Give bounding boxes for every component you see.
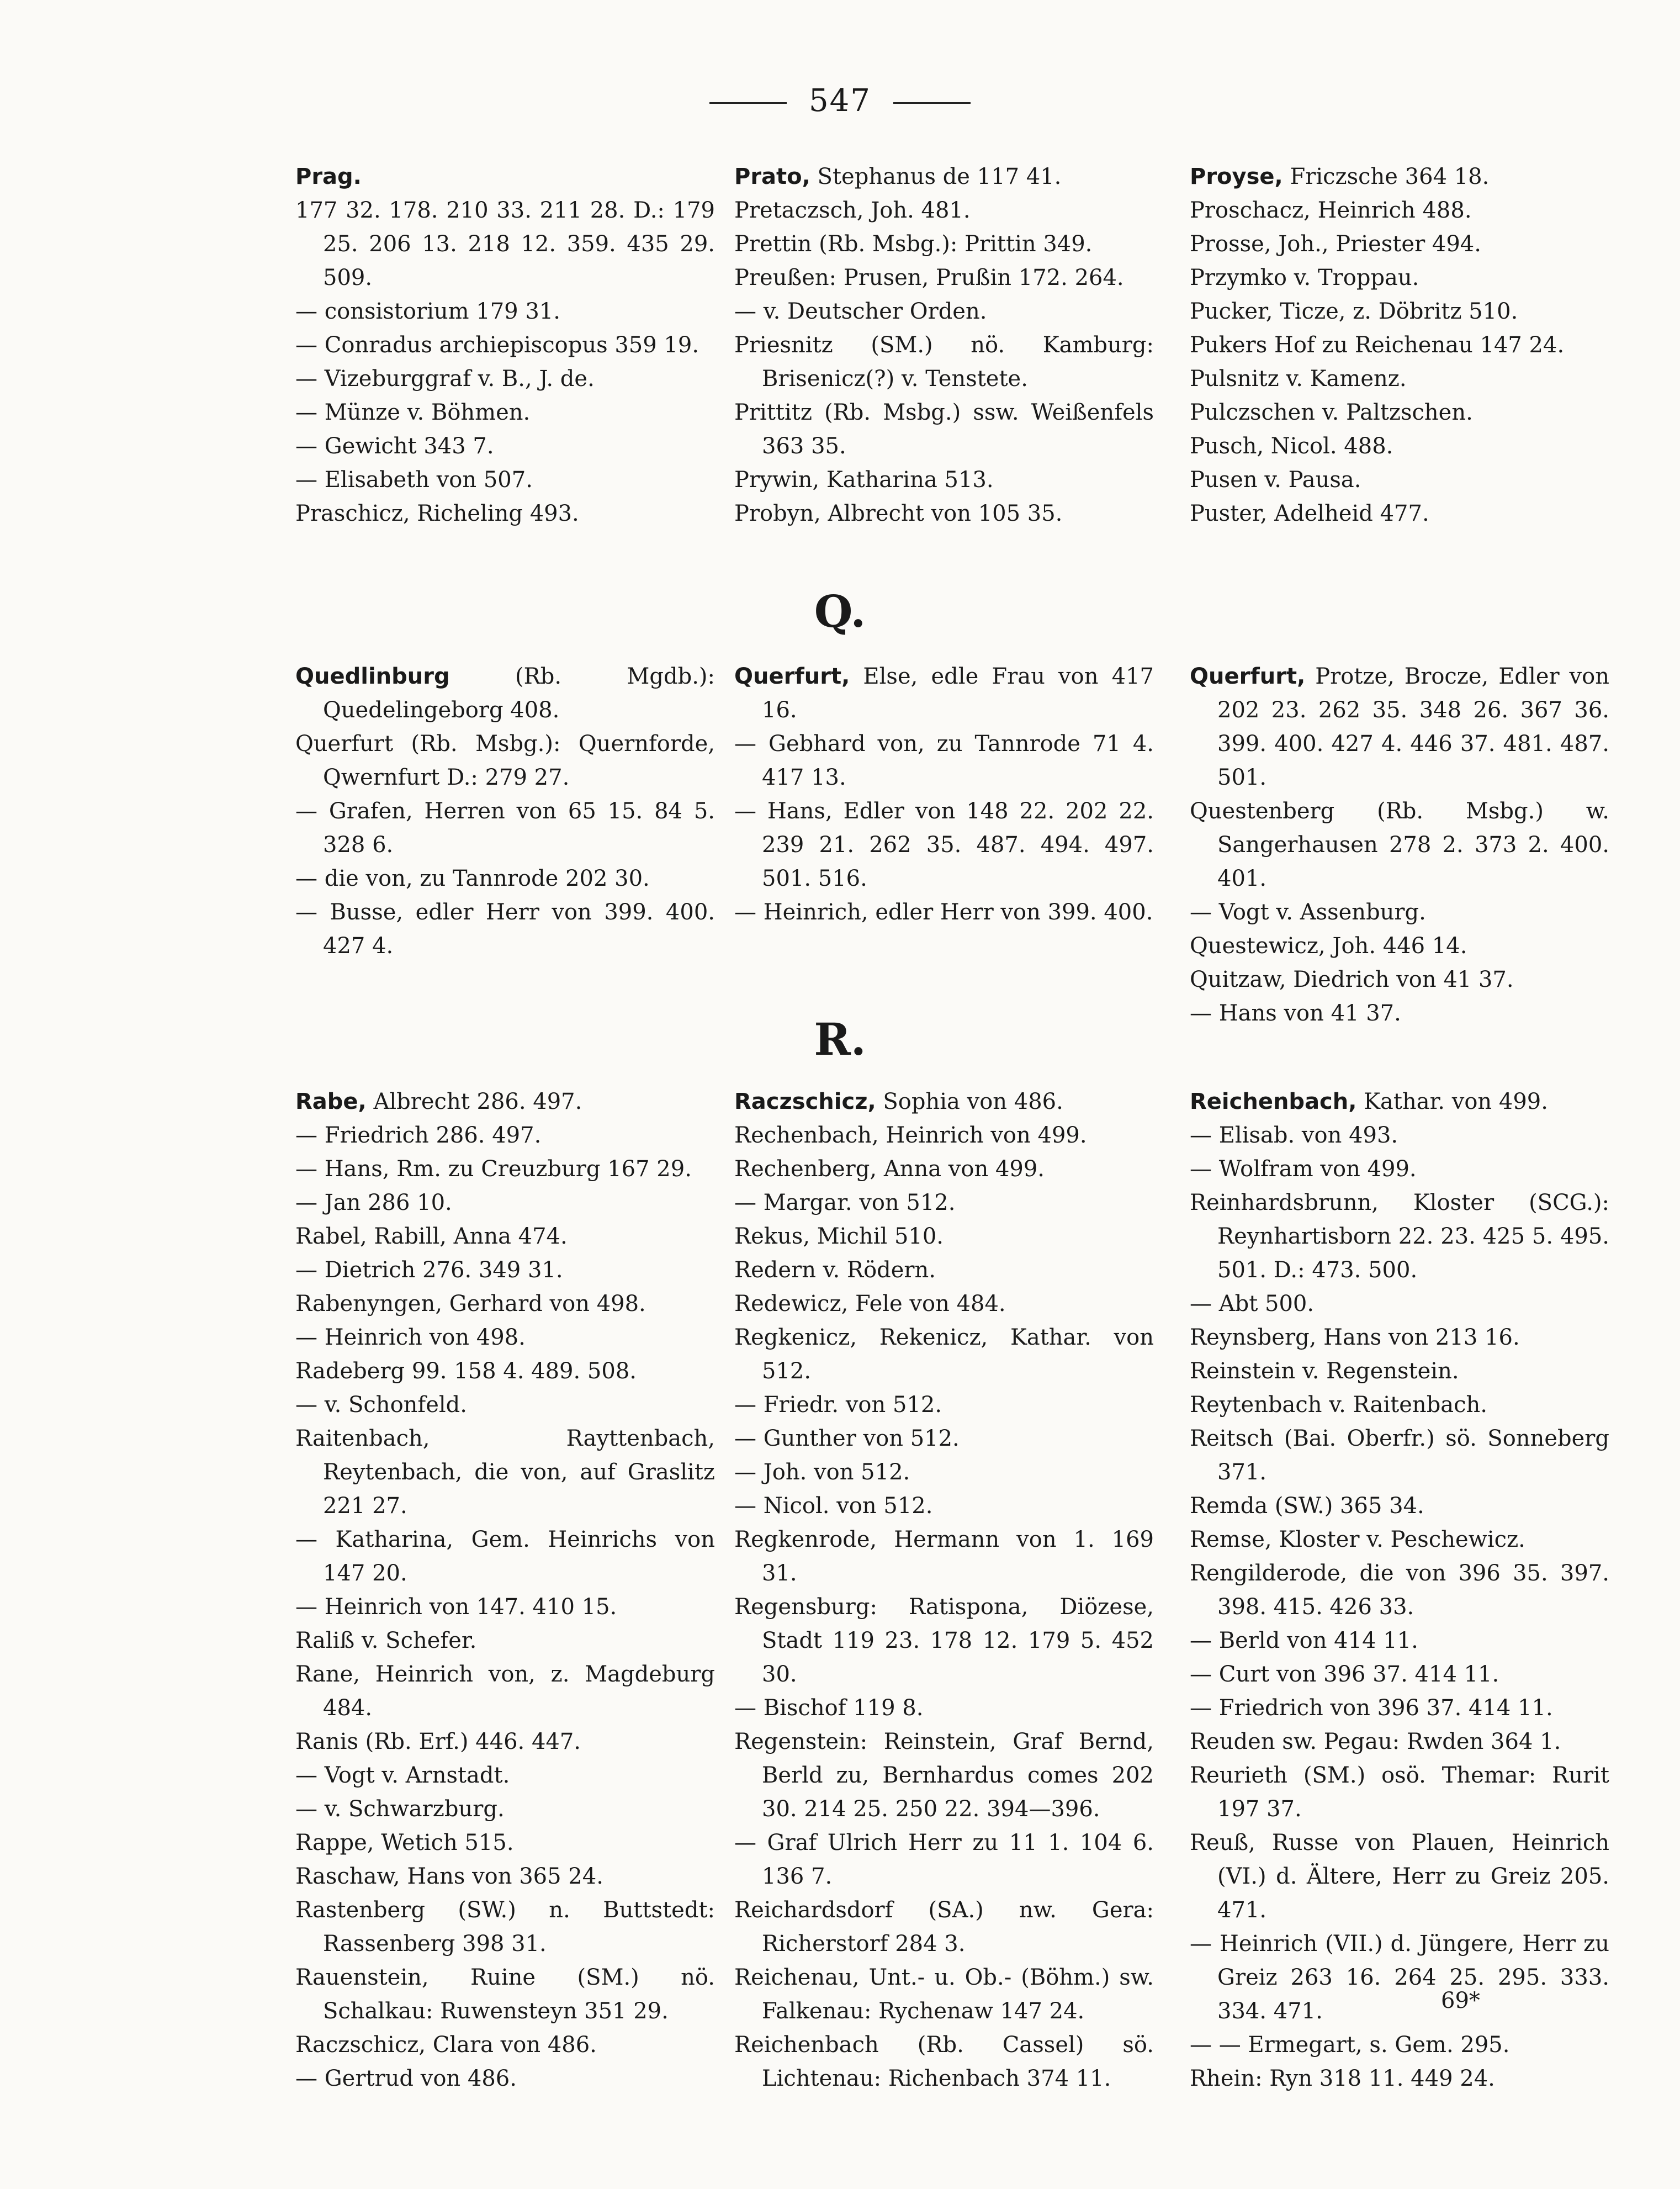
index-entry: Proschacz, Heinrich 488. <box>1190 198 1472 223</box>
index-entry: Ranis (Rb. Erf.) 446. 447. <box>295 1729 581 1754</box>
signature-mark: 69* <box>1441 1988 1480 2013</box>
index-entry: Rechenberg, Anna von 499. <box>734 1156 1045 1182</box>
index-entry: Pretaczsch, Joh. 481. <box>734 198 971 223</box>
index-entry: Reinhardsbrunn, Kloster (SCG.): Reynhartisborn 22. 23. 425 5. 495. 501. D.: 473. 500. <box>1190 1190 1609 1283</box>
index-entry: Reuß, Russe von Plauen, Heinrich (VI.) d. Ältere, Herr zu Greiz 205. 471. <box>1190 1830 1609 1923</box>
index-entry: Pulczschen v. Paltzschen. <box>1190 400 1473 425</box>
index-entry: — Joh. von 512. <box>734 1460 910 1485</box>
index-entry: Puster, Adelheid 477. <box>1190 501 1429 526</box>
entry-text: Kathar. von 499. <box>1356 1089 1548 1114</box>
index-entry: — Vogt v. Arnstadt. <box>295 1763 510 1788</box>
index-entry: — Abt 500. <box>1190 1291 1315 1316</box>
index-entry: — Hans, Edler von 148 22. 202 22. 239 21. 262 35. 487. 494. 497. 501. 516. <box>734 799 1154 891</box>
index-entry: — Friedr. von 512. <box>734 1392 942 1418</box>
index-entry: Raliß v. Schefer. <box>295 1628 477 1653</box>
index-entry: Pulsnitz v. Kamenz. <box>1190 366 1407 392</box>
index-entry: Raschaw, Hans von 365 24. <box>295 1864 603 1889</box>
entry-headword: Quedlinburg <box>295 664 450 689</box>
index-entry: — Curt von 396 37. 414 11. <box>1190 1662 1499 1687</box>
index-entry: — Gertrud von 486. <box>295 2066 517 2091</box>
index-entry: Reichardsdorf (SA.) nw. Gera: Richerstorf 284 3. <box>734 1897 1154 1957</box>
index-entry: — Friedrich 286. 497. <box>295 1123 542 1148</box>
index-entry: Querfurt (Rb. Msbg.): Quernforde, Qwernfurt D.: 279 27. <box>295 731 715 790</box>
index-entry: Radeberg 99. 158 4. 489. 508. <box>295 1358 637 1384</box>
index-entry: — — Ermegart, s. Gem. 295. <box>1190 2032 1510 2058</box>
index-entry: Rabel, Rabill, Anna 474. <box>295 1224 568 1249</box>
index-entry: — Grafen, Herren von 65 15. 84 5. 328 6. <box>295 799 715 858</box>
index-entry: — Gewicht 343 7. <box>295 433 494 459</box>
index-entry: — Gebhard von, zu Tannrode 71 4. 417 13. <box>734 731 1154 790</box>
index-entry: — Heinrich von 498. <box>295 1325 526 1350</box>
entry-headword: Prato, <box>734 164 810 189</box>
index-entry: Raitenbach, Rayttenbach, Reytenbach, die von, auf Graslitz 221 27. <box>295 1426 715 1519</box>
index-entry: Remse, Kloster v. Peschewicz. <box>1190 1527 1525 1552</box>
index-entry: Regkenrode, Hermann von 1. 169 31. <box>734 1527 1154 1586</box>
index-entry <box>295 660 715 727</box>
entry-text: Sophia von 486. <box>876 1089 1063 1114</box>
index-entry: Rane, Heinrich von, z. Magdeburg 484. <box>295 1662 715 1721</box>
index-entry: — die von, zu Tannrode 202 30. <box>295 866 650 891</box>
index-entry: Preußen: Prusen, Prußin 172. 264. <box>734 265 1124 290</box>
index-entry: Questenberg (Rb. Msbg.) w. Sangerhausen 278 2. 373 2. 400. 401. <box>1190 799 1609 891</box>
index-entry: — Münze v. Böhmen. <box>295 400 531 425</box>
index-entry: Quitzaw, Diedrich von 41 37. <box>1190 967 1514 992</box>
entry-headword: Raczschicz, <box>734 1089 876 1114</box>
index-entry: Reinstein v. Regenstein. <box>1190 1358 1459 1384</box>
index-entry: Reichenau, Unt.- u. Ob.- (Böhm.) sw. Falkenau: Rychenaw 147 24. <box>734 1965 1154 2024</box>
page-number: 547 <box>809 83 871 119</box>
index-entry: Reuden sw. Pegau: Rwden 364 1. <box>1190 1729 1561 1754</box>
index-entry: — v. Schwarzburg. <box>295 1796 505 1822</box>
index-entry: — Busse, edler Herr von 399. 400. 427 4. <box>295 900 715 959</box>
index-entry: Remda (SW.) 365 34. <box>1190 1493 1424 1519</box>
index-entry: — Jan 286 10. <box>295 1190 452 1215</box>
index-entry: Regkenicz, Rekenicz, Kathar. von 512. <box>734 1325 1154 1384</box>
index-entry: Reurieth (SM.) osö. Themar: Rurit 197 37. <box>1190 1763 1609 1822</box>
index-entry: — Hans von 41 37. <box>1190 1001 1401 1026</box>
index-entry: — Nicol. von 512. <box>734 1493 933 1519</box>
entry-text: Friczsche 364 18. <box>1282 164 1490 189</box>
index-entry <box>295 1085 715 1119</box>
index-entry: Pukers Hof zu Reichenau 147 24. <box>1190 332 1565 358</box>
index-entry: Redewicz, Fele von 484. <box>734 1291 1006 1316</box>
index-entry: Rekus, Michil 510. <box>734 1224 944 1249</box>
index-entry: — Dietrich 276. 349 31. <box>295 1257 563 1283</box>
index-entry: — Conradus archiepiscopus 359 19. <box>295 332 699 358</box>
index-entry: Rabenyngen, Gerhard von 498. <box>295 1291 646 1316</box>
section-letter-r: R. <box>814 1013 866 1065</box>
page-header <box>0 83 1680 119</box>
index-entry: — Vizeburggraf v. B., J. de. <box>295 366 595 392</box>
index-entry: Reynsberg, Hans von 213 16. <box>1190 1325 1520 1350</box>
index-entry: Rappe, Wetich 515. <box>295 1830 514 1855</box>
index-entry: Rastenberg (SW.) n. Buttstedt: Rassenberg 398 31. <box>295 1897 715 1957</box>
column-3 <box>1190 1085 1609 2096</box>
index-entry <box>734 160 1154 194</box>
column-3 <box>1190 660 1609 1030</box>
index-entry: — Vogt v. Assenburg. <box>1190 900 1426 925</box>
entry-text: (Rb. Mgdb.): Quedelingeborg 408. <box>323 664 715 723</box>
entry-headword: Reichenbach, <box>1190 1089 1357 1114</box>
column-1 <box>295 160 715 531</box>
index-entry: Prosse, Joh., Priester 494. <box>1190 231 1481 257</box>
index-entry: Praschicz, Richeling 493. <box>295 501 579 526</box>
entry-text: Stephanus de 117 41. <box>810 164 1062 189</box>
index-entry: Priesnitz (SM.) nö. Kamburg: Brisenicz(?) v. Tenstete. <box>734 332 1154 392</box>
index-entry: Reitsch (Bai. Oberfr.) sö. Sonneberg 371. <box>1190 1426 1609 1485</box>
index-entry: Redern v. Rödern. <box>734 1257 936 1283</box>
column-1 <box>295 660 715 963</box>
index-entry: — consistorium 179 31. <box>295 299 560 324</box>
column-2 <box>734 160 1154 531</box>
index-entry <box>1190 1085 1609 1119</box>
entry-headword: Proyse, <box>1190 164 1283 189</box>
index-entry: Prywin, Katharina 513. <box>734 467 994 493</box>
index-entry <box>1190 660 1609 795</box>
index-entry: 177 32. 178. 210 33. 211 28. D.: 179 25. 206 13. 218 12. 359. 435 29. 509. <box>295 198 715 290</box>
entry-text: Else, edle Frau von 417 16. <box>762 664 1154 723</box>
index-entry: — Hans, Rm. zu Creuzburg 167 29. <box>295 1156 692 1182</box>
entry-text: Protze, Brocze, Edler von 202 23. 262 35. 348 26. 367 36. 399. 400. 427 4. 446 37. 481. 487. 501. <box>1217 664 1609 790</box>
index-entry: Reytenbach v. Raitenbach. <box>1190 1392 1488 1418</box>
column-2 <box>734 660 1154 929</box>
index-entry: Regensburg: Ratispona, Diözese, Stadt 119 23. 178 12. 179 5. 452 30. <box>734 1594 1154 1687</box>
index-entry: Questewicz, Joh. 446 14. <box>1190 933 1467 959</box>
index-entry <box>734 1085 1154 1119</box>
index-entry <box>734 660 1154 727</box>
entry-text: Albrecht 286. 497. <box>366 1089 582 1114</box>
index-entry: Prettin (Rb. Msbg.): Prittin 349. <box>734 231 1093 257</box>
entry-headword: Querfurt, <box>734 664 850 689</box>
index-entry: — Friedrich von 396 37. 414 11. <box>1190 1695 1553 1721</box>
index-entry: Reichenbach (Rb. Cassel) sö. Lichtenau: Richenbach 374 11. <box>734 2032 1154 2091</box>
index-entry: — Graf Ulrich Herr zu 11 1. 104 6. 136 7. <box>734 1830 1154 1889</box>
index-entry: — Elisab. von 493. <box>1190 1123 1398 1148</box>
index-entry: — v. Schonfeld. <box>295 1392 467 1418</box>
column-3 <box>1190 160 1609 531</box>
index-entry: — Heinrich von 147. 410 15. <box>295 1594 617 1620</box>
section-letter-q: Q. <box>814 585 866 637</box>
index-entry: — Wolfram von 499. <box>1190 1156 1417 1182</box>
index-entry: — Margar. von 512. <box>734 1190 956 1215</box>
index-entry <box>295 160 715 194</box>
index-entry: Rechenbach, Heinrich von 499. <box>734 1123 1087 1148</box>
index-entry: — Katharina, Gem. Heinrichs von 147 20. <box>295 1527 715 1586</box>
index-entry: — Elisabeth von 507. <box>295 467 533 493</box>
index-entry: Pusen v. Pausa. <box>1190 467 1361 493</box>
index-entry: Prittitz (Rb. Msbg.) ssw. Weißenfels 363 35. <box>734 400 1154 459</box>
entry-headword: Rabe, <box>295 1089 367 1114</box>
index-entry: Pusch, Nicol. 488. <box>1190 433 1393 459</box>
index-entry: — v. Deutscher Orden. <box>734 299 987 324</box>
index-entry: Rauenstein, Ruine (SM.) nö. Schalkau: Ruwensteyn 351 29. <box>295 1965 715 2024</box>
index-entry: Pucker, Ticze, z. Döbritz 510. <box>1190 299 1518 324</box>
index-entry: — Heinrich, edler Herr von 399. 400. <box>734 900 1153 925</box>
column-1 <box>295 1085 715 2096</box>
entry-headword: Prag. <box>295 164 362 189</box>
index-entry <box>1190 160 1609 194</box>
index-entry: — Heinrich (VII.) d. Jüngere, Herr zu Greiz 263 16. 264 25. 295. 333. 334. 471. <box>1190 1931 1609 2024</box>
index-entry: — Bischof 119 8. <box>734 1695 924 1721</box>
column-2 <box>734 1085 1154 2096</box>
header-rule-right <box>893 102 971 104</box>
index-entry: Probyn, Albrecht von 105 35. <box>734 501 1063 526</box>
index-entry: Przymko v. Troppau. <box>1190 265 1419 290</box>
index-entry: — Berld von 414 11. <box>1190 1628 1418 1653</box>
index-entry: Raczschicz, Clara von 486. <box>295 2032 597 2058</box>
entry-headword: Querfurt, <box>1190 664 1306 689</box>
index-entry: — Gunther von 512. <box>734 1426 960 1451</box>
header-rule-left <box>709 102 787 104</box>
index-entry: Rengilderode, die von 396 35. 397. 398. 415. 426 33. <box>1190 1561 1609 1620</box>
index-entry: Rhein: Ryn 318 11. 449 24. <box>1190 2066 1495 2091</box>
index-entry: Regenstein: Reinstein, Graf Bernd, Berld zu, Bernhardus comes 202 30. 214 25. 250 22. 394—396. <box>734 1729 1154 1822</box>
